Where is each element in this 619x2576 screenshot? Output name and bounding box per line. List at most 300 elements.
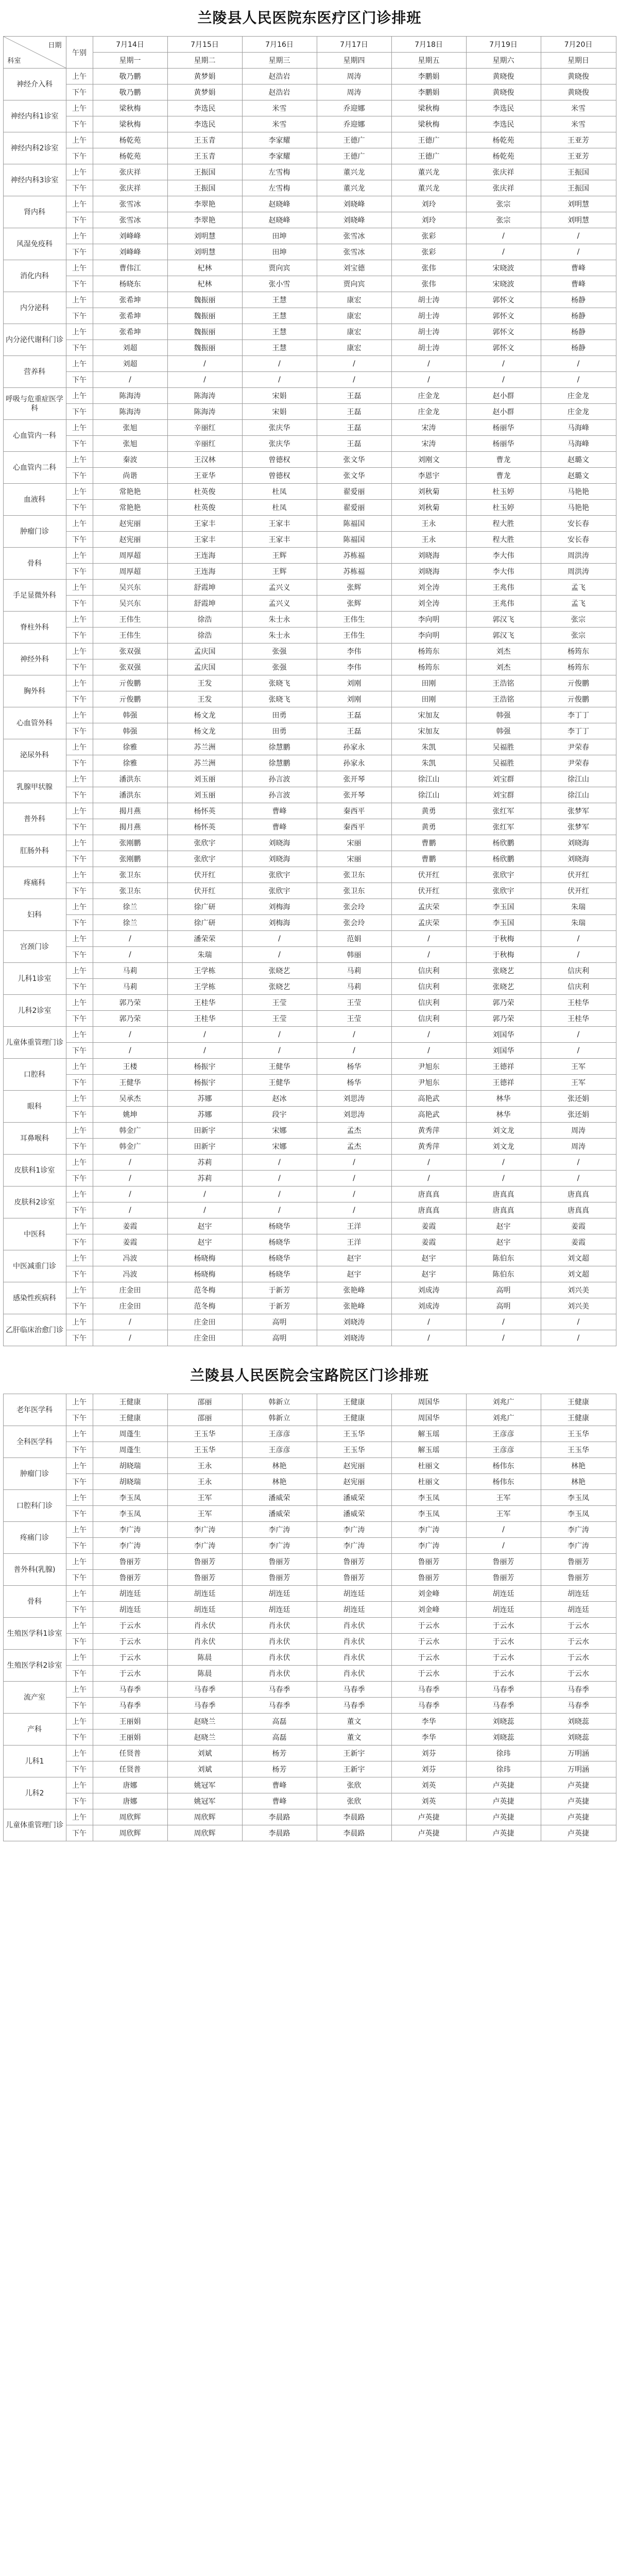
- doctor-cell: 庄金龙: [541, 404, 616, 420]
- schedule-row: [3, 1250, 616, 1266]
- department-name: 脊柱外科: [3, 612, 66, 643]
- doctor-cell: 田新宇: [167, 1139, 242, 1155]
- doctor-cell: 林艳: [541, 1458, 616, 1474]
- department-name: 中医科: [3, 1218, 66, 1250]
- doctor-cell: 肖永伏: [317, 1650, 391, 1666]
- doctor-cell: 于云水: [391, 1666, 466, 1682]
- doctor-cell: 伏开红: [541, 883, 616, 899]
- doctor-cell: 王永: [167, 1474, 242, 1490]
- doctor-cell: 尚谐: [93, 468, 167, 484]
- doctor-cell: 敬乃鹏: [93, 69, 167, 84]
- doctor-cell: 徐江山: [391, 771, 466, 787]
- doctor-cell: 赵宇: [317, 1266, 391, 1282]
- doctor-cell: 陈福国: [317, 516, 391, 532]
- doctor-cell: 杨筠东: [391, 643, 466, 659]
- department-name: 口腔科门诊: [3, 1490, 66, 1522]
- doctor-cell: 信庆利: [391, 995, 466, 1011]
- doctor-cell: 王辉: [242, 564, 317, 580]
- weekday-header: 星期六: [466, 53, 541, 69]
- period-label: 下午: [66, 1171, 93, 1187]
- doctor-cell: 李广涛: [391, 1538, 466, 1554]
- doctor-cell: /: [93, 1043, 167, 1059]
- doctor-cell: 张卫东: [93, 867, 167, 883]
- doctor-cell: 马艳艳: [541, 500, 616, 516]
- doctor-cell: 杨文龙: [167, 723, 242, 739]
- doctor-cell: 李广涛: [93, 1522, 167, 1538]
- doctor-cell: 鲁丽芳: [317, 1554, 391, 1570]
- schedule-row: [3, 1330, 616, 1346]
- doctor-cell: 唐娜: [93, 1777, 167, 1793]
- weekday-header: 星期五: [391, 53, 466, 69]
- doctor-cell: 姜霞: [541, 1218, 616, 1234]
- schedule-row: [3, 69, 616, 84]
- doctor-cell: 李晨路: [242, 1825, 317, 1841]
- corner-date-label: 日期: [48, 42, 62, 49]
- doctor-cell: 陈海涛: [93, 388, 167, 404]
- doctor-cell: 刘文超: [541, 1250, 616, 1266]
- doctor-cell: /: [93, 1171, 167, 1187]
- doctor-cell: /: [391, 1043, 466, 1059]
- doctor-cell: 李向明: [391, 612, 466, 628]
- doctor-cell: 王彦彦: [466, 1442, 541, 1458]
- doctor-cell: 刘超: [93, 340, 167, 356]
- doctor-cell: /: [167, 1027, 242, 1043]
- schedule-row: [3, 292, 616, 308]
- period-label: 下午: [66, 116, 93, 132]
- doctor-cell: 张伟: [391, 276, 466, 292]
- doctor-cell: 潘威荣: [317, 1506, 391, 1522]
- doctor-cell: 王德广: [317, 132, 391, 148]
- doctor-cell: 信庆利: [541, 963, 616, 979]
- doctor-cell: /: [167, 372, 242, 388]
- schedule-row: [3, 803, 616, 819]
- doctor-cell: 鲁丽芳: [466, 1570, 541, 1586]
- doctor-cell: 杨乾苑: [93, 148, 167, 164]
- doctor-cell: 张卫东: [317, 883, 391, 899]
- doctor-cell: 马海峰: [541, 436, 616, 452]
- doctor-cell: 马春季: [466, 1682, 541, 1698]
- doctor-cell: 王玉华: [541, 1426, 616, 1442]
- doctor-cell: 魏振丽: [167, 292, 242, 308]
- doctor-cell: 胡连廷: [167, 1602, 242, 1618]
- schedule-row: [3, 899, 616, 915]
- doctor-cell: 王振国: [541, 164, 616, 180]
- doctor-cell: 曹峰: [242, 803, 317, 819]
- doctor-cell: 王家丰: [167, 516, 242, 532]
- period-label: 上午: [66, 963, 93, 979]
- doctor-cell: 刘兴美: [541, 1282, 616, 1298]
- doctor-cell: 唐真真: [391, 1187, 466, 1202]
- doctor-cell: 杨伟东: [466, 1474, 541, 1490]
- doctor-cell: 赵宇: [317, 1250, 391, 1266]
- schedule-row: [3, 1266, 616, 1282]
- doctor-cell: /: [317, 1027, 391, 1043]
- doctor-cell: 王玉华: [167, 1426, 242, 1442]
- period-label: 下午: [66, 1538, 93, 1554]
- doctor-cell: /: [93, 947, 167, 963]
- doctor-cell: /: [391, 1155, 466, 1171]
- doctor-cell: 王健康: [541, 1410, 616, 1426]
- period-label: 上午: [66, 612, 93, 628]
- doctor-cell: /: [541, 1027, 616, 1043]
- doctor-cell: 鲁丽芳: [317, 1570, 391, 1586]
- doctor-cell: 孙言波: [242, 787, 317, 803]
- doctor-cell: 王丽娟: [93, 1730, 167, 1745]
- doctor-cell: 孟飞: [541, 580, 616, 596]
- doctor-cell: 赵宇: [466, 1218, 541, 1234]
- doctor-cell: 刘芬: [391, 1761, 466, 1777]
- schedule-row: [3, 1314, 616, 1330]
- doctor-cell: 张艳峰: [317, 1282, 391, 1298]
- doctor-cell: 韩新立: [242, 1410, 317, 1426]
- department-name: 肿瘤门诊: [3, 516, 66, 548]
- doctor-cell: 张开琴: [317, 771, 391, 787]
- period-label: 下午: [66, 1761, 93, 1777]
- department-name: 神经外科: [3, 643, 66, 675]
- schedule-row: [3, 132, 616, 148]
- schedule-row: [3, 963, 616, 979]
- doctor-cell: 林艳: [541, 1474, 616, 1490]
- date-header: 7月17日: [317, 37, 391, 53]
- schedule-row: [3, 1682, 616, 1698]
- doctor-cell: 曹鹏: [391, 851, 466, 867]
- doctor-cell: 王发: [167, 675, 242, 691]
- period-label: 上午: [66, 771, 93, 787]
- schedule-row: [3, 995, 616, 1011]
- schedule-row: [3, 1426, 616, 1442]
- weekday-header: 星期三: [242, 53, 317, 69]
- doctor-cell: 吴兴东: [93, 580, 167, 596]
- doctor-cell: 李广涛: [242, 1522, 317, 1538]
- doctor-cell: 任贤普: [93, 1745, 167, 1761]
- doctor-cell: 李玉凤: [93, 1490, 167, 1506]
- doctor-cell: 贾向宾: [317, 276, 391, 292]
- doctor-cell: 宋娜: [242, 1139, 317, 1155]
- doctor-cell: 张梦军: [541, 803, 616, 819]
- schedule-row: [3, 308, 616, 324]
- period-label: 上午: [66, 1682, 93, 1698]
- doctor-cell: 曹峰: [541, 276, 616, 292]
- doctor-cell: /: [93, 1027, 167, 1043]
- date-header: 7月16日: [242, 37, 317, 53]
- doctor-cell: 田新宇: [167, 1123, 242, 1139]
- department-name: 老年医学科: [3, 1394, 66, 1426]
- period-label: 上午: [66, 292, 93, 308]
- doctor-cell: 唐真真: [541, 1202, 616, 1218]
- doctor-cell: /: [541, 931, 616, 947]
- doctor-cell: 朱瑞: [541, 899, 616, 915]
- doctor-cell: 张卫东: [317, 867, 391, 883]
- period-header: 午别: [66, 37, 93, 69]
- department-name: 流产室: [3, 1682, 66, 1714]
- doctor-cell: 李玉凤: [93, 1506, 167, 1522]
- doctor-cell: 王洋: [317, 1234, 391, 1250]
- doctor-cell: 刘兴美: [541, 1298, 616, 1314]
- period-label: 上午: [66, 995, 93, 1011]
- doctor-cell: 朱瑞: [541, 915, 616, 931]
- period-label: 下午: [66, 244, 93, 260]
- doctor-cell: 苏娜: [167, 1107, 242, 1123]
- doctor-cell: /: [466, 372, 541, 388]
- period-label: 下午: [66, 1043, 93, 1059]
- doctor-cell: 刘思涛: [317, 1091, 391, 1107]
- doctor-cell: 王彦彦: [466, 1426, 541, 1442]
- doctor-cell: 张宗: [466, 196, 541, 212]
- period-label: 上午: [66, 164, 93, 180]
- doctor-cell: 李翠艳: [167, 196, 242, 212]
- section1-table: [3, 36, 616, 1346]
- doctor-cell: 李恩宇: [391, 468, 466, 484]
- schedule-row: [3, 643, 616, 659]
- doctor-cell: 徐江山: [391, 787, 466, 803]
- doctor-cell: 安长春: [541, 516, 616, 532]
- doctor-cell: 马春季: [93, 1682, 167, 1698]
- doctor-cell: 王莹: [242, 1011, 317, 1027]
- doctor-cell: 王振国: [541, 180, 616, 196]
- period-label: 上午: [66, 1458, 93, 1474]
- doctor-cell: 韩金广: [93, 1123, 167, 1139]
- doctor-cell: 于云水: [541, 1618, 616, 1634]
- doctor-cell: 杜凤: [242, 484, 317, 500]
- schedule-row: [3, 596, 616, 612]
- doctor-cell: 赵晓峰: [242, 196, 317, 212]
- doctor-cell: 王磊: [317, 420, 391, 436]
- doctor-cell: /: [317, 372, 391, 388]
- doctor-cell: /: [242, 1027, 317, 1043]
- doctor-cell: 刘成涛: [391, 1282, 466, 1298]
- schedule-row: [3, 1809, 616, 1825]
- doctor-cell: 刘斌: [167, 1745, 242, 1761]
- schedule-row: [3, 1234, 616, 1250]
- doctor-cell: 周洪涛: [541, 548, 616, 564]
- doctor-cell: 王德祥: [466, 1075, 541, 1091]
- doctor-cell: 周涛: [541, 1139, 616, 1155]
- period-label: 下午: [66, 1075, 93, 1091]
- doctor-cell: /: [541, 947, 616, 963]
- doctor-cell: 张晓艺: [466, 963, 541, 979]
- doctor-cell: /: [317, 1202, 391, 1218]
- period-label: 下午: [66, 659, 93, 675]
- doctor-cell: 李广涛: [242, 1538, 317, 1554]
- doctor-cell: 刘金峰: [391, 1586, 466, 1602]
- doctor-cell: /: [466, 1155, 541, 1171]
- doctor-cell: 姜霞: [93, 1234, 167, 1250]
- doctor-cell: 黄晓俊: [541, 69, 616, 84]
- doctor-cell: 潘威荣: [242, 1490, 317, 1506]
- doctor-cell: 马春季: [93, 1698, 167, 1714]
- doctor-cell: 王学栋: [167, 963, 242, 979]
- doctor-cell: 唐真真: [466, 1202, 541, 1218]
- doctor-cell: 伏开红: [167, 867, 242, 883]
- doctor-cell: 马春季: [242, 1682, 317, 1698]
- doctor-cell: 曹鹏: [391, 835, 466, 851]
- department-name: 心血管内二科: [3, 452, 66, 484]
- schedule-row: [3, 324, 616, 340]
- doctor-cell: 徐兰: [93, 899, 167, 915]
- department-name: 皮肤科2诊室: [3, 1187, 66, 1218]
- section2-body: [3, 1394, 616, 1841]
- period-label: 上午: [66, 452, 93, 468]
- schedule-row: [3, 1554, 616, 1570]
- schedule-row: [3, 228, 616, 244]
- doctor-cell: 杨筠东: [391, 659, 466, 675]
- doctor-cell: 刘全涛: [391, 580, 466, 596]
- doctor-cell: 王伟生: [93, 612, 167, 628]
- doctor-cell: 王伟生: [93, 628, 167, 643]
- doctor-cell: 张雪冰: [93, 196, 167, 212]
- schedule-row: [3, 1394, 616, 1410]
- doctor-cell: 徐慧鹏: [242, 739, 317, 755]
- doctor-cell: 张强: [242, 643, 317, 659]
- schedule-row: [3, 1793, 616, 1809]
- doctor-cell: 李晨路: [242, 1809, 317, 1825]
- schedule-row: [3, 1586, 616, 1602]
- doctor-cell: 张还娟: [541, 1107, 616, 1123]
- doctor-cell: 庄金田: [93, 1298, 167, 1314]
- doctor-cell: 王彦彦: [242, 1426, 317, 1442]
- doctor-cell: 张晓艺: [242, 979, 317, 995]
- doctor-cell: 张辉: [317, 580, 391, 596]
- schedule-row: [3, 212, 616, 228]
- doctor-cell: 吴福胜: [466, 739, 541, 755]
- doctor-cell: 于云水: [93, 1634, 167, 1650]
- doctor-cell: /: [317, 1155, 391, 1171]
- doctor-cell: /: [541, 1043, 616, 1059]
- doctor-cell: 魏振丽: [167, 324, 242, 340]
- schedule-row: [3, 1187, 616, 1202]
- doctor-cell: 马春季: [317, 1682, 391, 1698]
- doctor-cell: 张刚鹏: [93, 851, 167, 867]
- doctor-cell: 左雪梅: [242, 164, 317, 180]
- doctor-cell: 陈晨: [167, 1650, 242, 1666]
- doctor-cell: 杜丽文: [391, 1458, 466, 1474]
- period-label: 下午: [66, 1011, 93, 1027]
- period-label: 上午: [66, 1714, 93, 1730]
- doctor-cell: 曹龙: [466, 452, 541, 468]
- doctor-cell: 鲁丽芳: [93, 1570, 167, 1586]
- doctor-cell: 肖永伏: [317, 1618, 391, 1634]
- doctor-cell: 李选民: [466, 116, 541, 132]
- doctor-cell: 秦西平: [317, 803, 391, 819]
- doctor-cell: 胡连廷: [317, 1586, 391, 1602]
- department-name: 皮肤科1诊室: [3, 1155, 66, 1187]
- doctor-cell: 于云水: [541, 1634, 616, 1650]
- period-label: 上午: [66, 548, 93, 564]
- doctor-cell: 胡晓瑞: [93, 1458, 167, 1474]
- doctor-cell: 张宗: [541, 628, 616, 643]
- department-name: 内分泌科: [3, 292, 66, 324]
- department-name: 乳腺甲状腺: [3, 771, 66, 803]
- doctor-cell: 唐真真: [391, 1202, 466, 1218]
- doctor-cell: 刘晓海: [541, 851, 616, 867]
- doctor-cell: 孟兴义: [242, 596, 317, 612]
- doctor-cell: 于云水: [93, 1618, 167, 1634]
- doctor-cell: 唐真真: [466, 1187, 541, 1202]
- schedule-row: [3, 867, 616, 883]
- department-name: 眼科: [3, 1091, 66, 1123]
- doctor-cell: 于云水: [391, 1650, 466, 1666]
- doctor-cell: /: [391, 356, 466, 372]
- doctor-cell: 董兴龙: [391, 164, 466, 180]
- doctor-cell: 伏开红: [541, 867, 616, 883]
- doctor-cell: /: [391, 1314, 466, 1330]
- doctor-cell: /: [391, 931, 466, 947]
- doctor-cell: 胡连廷: [242, 1602, 317, 1618]
- doctor-cell: 马莉: [317, 979, 391, 995]
- doctor-cell: 李华: [391, 1714, 466, 1730]
- doctor-cell: /: [167, 1043, 242, 1059]
- period-label: 上午: [66, 516, 93, 532]
- doctor-cell: 刘晓蕊: [541, 1730, 616, 1745]
- department-name: 营养科: [3, 356, 66, 388]
- doctor-cell: 万明涵: [541, 1761, 616, 1777]
- doctor-cell: 米雪: [541, 116, 616, 132]
- department-name: 骨科: [3, 1586, 66, 1618]
- doctor-cell: 李向明: [391, 628, 466, 643]
- doctor-cell: 杨欣鹏: [466, 851, 541, 867]
- doctor-cell: /: [391, 1330, 466, 1346]
- doctor-cell: 杨晓华: [242, 1266, 317, 1282]
- period-label: 下午: [66, 755, 93, 771]
- doctor-cell: 刘晓蕊: [466, 1730, 541, 1745]
- doctor-cell: 王亚华: [167, 468, 242, 484]
- doctor-cell: 张希坤: [93, 292, 167, 308]
- schedule-row: [3, 628, 616, 643]
- doctor-cell: 王永: [167, 1458, 242, 1474]
- doctor-cell: 张雪冰: [317, 228, 391, 244]
- doctor-cell: 王健康: [93, 1410, 167, 1426]
- doctor-cell: 陈晨: [167, 1666, 242, 1682]
- doctor-cell: 王浩铭: [466, 691, 541, 707]
- doctor-cell: /: [541, 1155, 616, 1171]
- doctor-cell: 范冬梅: [167, 1298, 242, 1314]
- doctor-cell: 张艳峰: [317, 1298, 391, 1314]
- doctor-cell: 王家丰: [242, 532, 317, 548]
- period-label: 上午: [66, 324, 93, 340]
- doctor-cell: 赵浩岩: [242, 84, 317, 100]
- doctor-cell: 刘玲: [391, 196, 466, 212]
- doctor-cell: 卢英捷: [541, 1777, 616, 1793]
- schedule-row: [3, 1059, 616, 1075]
- period-label: 下午: [66, 1602, 93, 1618]
- doctor-cell: 杞林: [167, 276, 242, 292]
- doctor-cell: 康宏: [317, 292, 391, 308]
- period-label: 下午: [66, 596, 93, 612]
- doctor-cell: 潘荣荣: [167, 931, 242, 947]
- doctor-cell: 胡连廷: [242, 1586, 317, 1602]
- doctor-cell: 辛丽红: [167, 420, 242, 436]
- doctor-cell: 刘成涛: [391, 1298, 466, 1314]
- period-label: 上午: [66, 420, 93, 436]
- doctor-cell: 卢英捷: [466, 1793, 541, 1809]
- doctor-cell: 舒霞坤: [167, 596, 242, 612]
- schedule-row: [3, 1218, 616, 1234]
- schedule-row: [3, 851, 616, 867]
- doctor-cell: 敬乃鹏: [93, 84, 167, 100]
- doctor-cell: 孟杰: [317, 1139, 391, 1155]
- doctor-cell: /: [93, 1187, 167, 1202]
- corner-dept-label: 科室: [7, 57, 21, 65]
- doctor-cell: 李鹏娟: [391, 69, 466, 84]
- period-label: 下午: [66, 819, 93, 835]
- doctor-cell: 杨伟东: [466, 1458, 541, 1474]
- period-label: 下午: [66, 1330, 93, 1346]
- schedule-row: [3, 1666, 616, 1682]
- doctor-cell: 王兆伟: [466, 596, 541, 612]
- doctor-cell: 赵冰: [242, 1091, 317, 1107]
- doctor-cell: 姚冠军: [167, 1777, 242, 1793]
- doctor-cell: /: [242, 1171, 317, 1187]
